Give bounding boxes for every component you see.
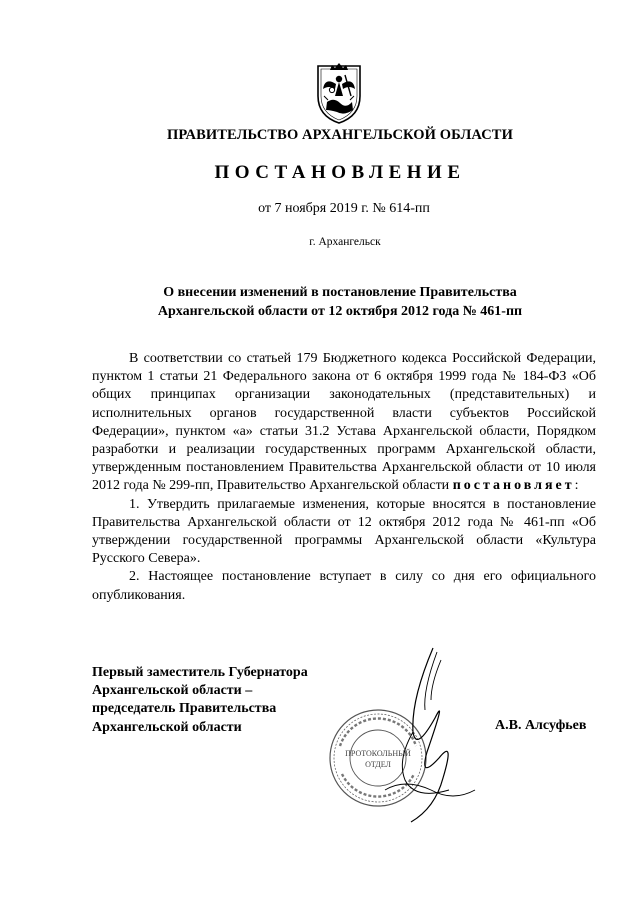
signatory-title-line: Архангельской области (92, 719, 242, 735)
coat-of-arms-icon (312, 62, 366, 126)
paragraph-end: : (574, 478, 579, 494)
subject-line: Архангельской области от 12 октября 2012 года № 461-пп (157, 304, 523, 319)
signatory-title-line: председатель Правительства (92, 701, 277, 717)
svg-text:ПРОТОКОЛЬНЫЙ: ПРОТОКОЛЬНЫЙ (345, 749, 411, 758)
document-body (92, 350, 596, 605)
document-date-number: от 7 ноября 2019 г. № 614-пп (258, 201, 430, 216)
subject-line: О внесении изменений в постановление Правительства (163, 285, 517, 300)
signatory-title-line: Первый заместитель Губернатора (92, 665, 308, 680)
svg-text:ОТДЕЛ: ОТДЕЛ (365, 760, 391, 769)
organization-title: ПРАВИТЕЛЬСТВО АРХАНГЕЛЬСКОЙ ОБЛАСТИ (167, 127, 513, 143)
document-city: г. Архангельск (309, 236, 381, 248)
document-subject (0, 283, 640, 321)
decree-keyword: постановляет (452, 478, 575, 494)
paragraph-text: В соответствии со статьей 179 Бюджетного кодекса Российской Федерации, пунктом 1 статьи 21 Федерального закона от 6 октября 1999 года № 184-ФЗ «Об общих принципах организации законодательных (представительных) и исполнительных органов государственной власти субъектов Российской Федерации», пунктом «а» статьи 31.2 Устава Архангельской области, Порядком разработки и реализации государственных программ Архангельской области, утвержденным постановлением Правительства Архангельской области от 10 июля 2012 года № 299-пп, Правительство Архангельской области (92, 351, 596, 494)
body-paragraph (92, 350, 596, 496)
body-paragraph: 1. Утвердить прилагаемые изменения, которые вносятся в постановление Правительства Архангельской области от 12 октября 2012 года № 461-пп «Об утверждении государственной программы Архангельской области «Культура Русского Севера». (92, 496, 596, 567)
signatory-name: А.В. Алсуфьев (495, 718, 587, 733)
body-paragraph: 2. Настоящее постановление вступает в силу со дня его официального опубликования. (92, 569, 596, 603)
signatory-title-line: Архангельской области – (92, 683, 253, 699)
document-type: ПОСТАНОВЛЕНИЕ (214, 162, 466, 183)
handwritten-signature (315, 640, 515, 840)
